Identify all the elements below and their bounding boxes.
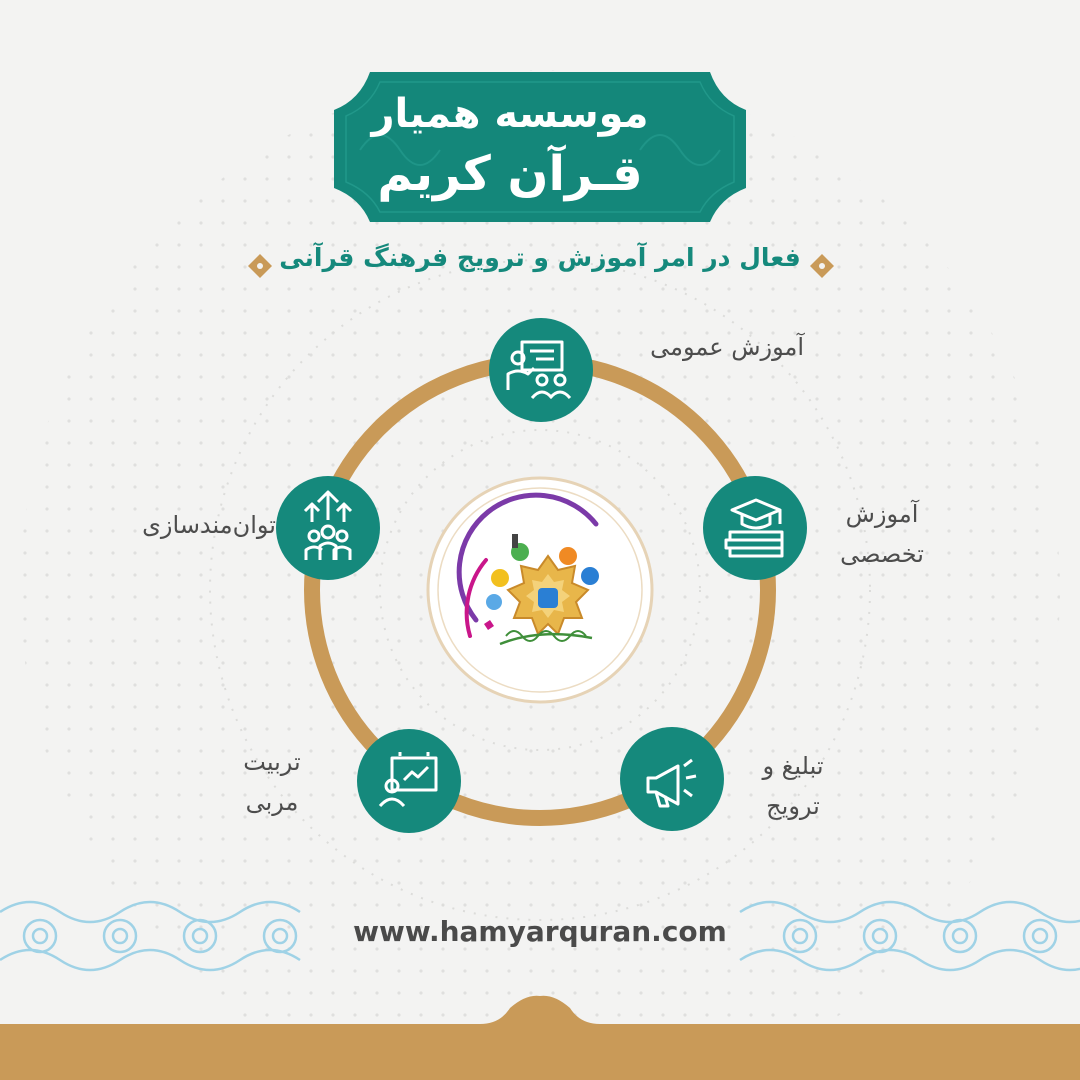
service-promotion <box>620 727 724 831</box>
title-line-1: موسسه همیار <box>371 91 649 137</box>
label-general-education: آموزش عمومی <box>650 333 804 361</box>
label-empowerment: توان‌مندسازی <box>142 511 276 539</box>
bottom-gold-band <box>0 996 1080 1080</box>
center-logo <box>428 478 652 702</box>
service-specialized-education <box>703 476 807 580</box>
label-promotion: تبلیغ و ترویج <box>762 752 824 820</box>
service-general-education <box>489 318 593 422</box>
title-line-2: قـرآن کریم <box>377 146 643 202</box>
website-url[interactable]: www.hamyarquran.com <box>353 915 727 948</box>
header-title <box>330 86 690 206</box>
service-empowerment <box>276 476 380 580</box>
label-trainer-education: تربیت مربی <box>243 748 301 816</box>
subtitle: فعال در امر آموزش و ترویج فرهنگ قرآنی <box>279 243 801 272</box>
label-specialized-education: آموزش تخصصی <box>840 500 924 568</box>
service-trainer-education <box>357 729 461 833</box>
